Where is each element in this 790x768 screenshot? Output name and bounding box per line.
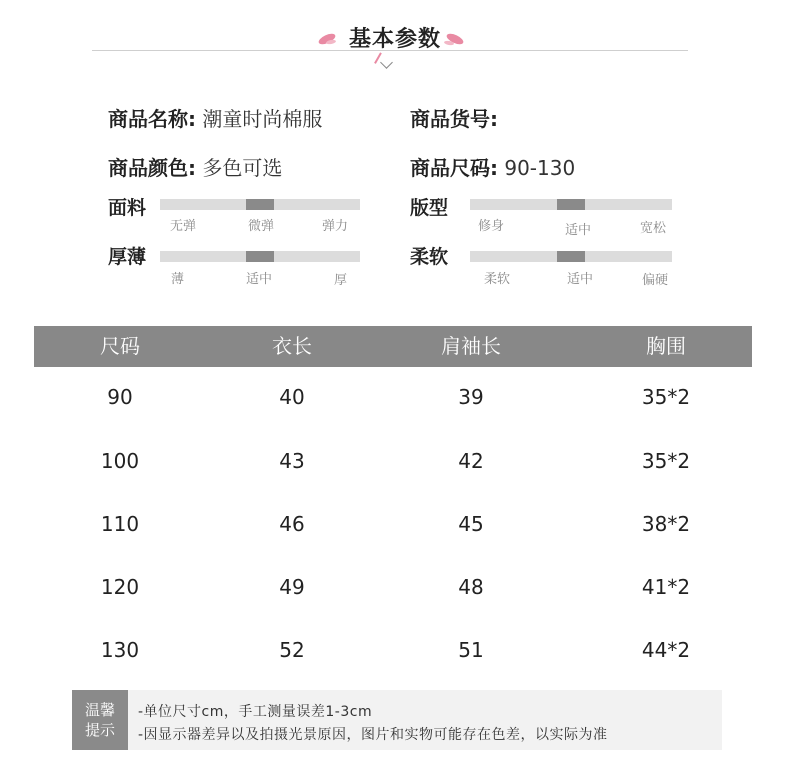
scale-option-right: 宽松 [640,221,667,236]
tip-line-1: -单位尺寸cm，手工测量误差1-3cm [138,704,373,720]
cell-chest: 35*2 [641,385,691,409]
cell-shoulder-sleeve: 42 [458,449,484,473]
scale-option-middle: 适中 [246,272,273,287]
cell-length: 49 [279,575,305,599]
attribute-thumb [557,251,585,262]
scale-option-middle: 微弹 [248,219,275,234]
scale-option-right: 厚 [334,273,348,288]
column-header-length: 衣长 [272,334,312,358]
cell-size: 100 [100,449,140,473]
attribute-thumb [246,199,274,210]
scale-option-right: 弹力 [322,219,349,234]
column-header-chest: 胸围 [646,334,686,358]
cell-chest: 44*2 [641,638,691,662]
tip-badge [72,690,128,750]
scale-option-right: 偏硬 [642,273,669,288]
size-table-header [34,326,752,367]
cell-shoulder-sleeve: 51 [458,638,484,662]
column-header-shoulder-sleeve: 肩袖长 [441,334,501,358]
attribute-track [470,199,672,210]
scale-option-left: 薄 [171,272,185,287]
product-name-value: 潮童时尚棉服 [202,107,323,131]
cell-length: 40 [279,385,305,409]
info-product-sku [410,103,498,132]
product-size-label: 商品尺码: [410,156,498,180]
info-product-name [108,103,322,132]
info-product-color [108,152,282,181]
tip-badge-line-1: 温馨 [84,701,115,719]
attribute-track [470,251,672,262]
attribute-fit [410,193,675,243]
product-sku-label: 商品货号: [410,107,498,131]
attribute-fabric [108,193,368,243]
cell-length: 43 [279,449,305,473]
product-size-value: 90-130 [504,156,576,180]
cell-length: 52 [279,638,305,662]
product-color-label: 商品颜色: [108,156,196,180]
attribute-label: 面料 [108,197,147,219]
section-title: 基本参数 [348,27,441,52]
cell-shoulder-sleeve: 48 [458,575,484,599]
attribute-track [160,199,360,210]
scale-option-left: 无弹 [170,219,197,234]
attribute-track [160,251,360,262]
scale-option-left: 柔软 [484,272,511,287]
attribute-label: 厚薄 [108,246,147,268]
column-header-size: 尺码 [100,334,140,358]
attribute-thumb [557,199,585,210]
cell-chest: 35*2 [641,449,691,473]
cell-size: 130 [100,638,140,662]
attribute-thickness [108,242,368,292]
cell-size: 90 [107,385,133,409]
section-header [0,14,790,74]
cell-length: 46 [279,512,305,536]
cell-chest: 38*2 [641,512,691,536]
scale-option-left: 修身 [478,219,505,234]
info-product-size [410,152,575,181]
attribute-label: 柔软 [410,246,449,268]
scale-option-middle: 适中 [565,223,592,238]
chevron-down-icon [380,56,393,69]
cell-size: 110 [100,512,140,536]
cell-shoulder-sleeve: 45 [458,512,484,536]
cell-chest: 41*2 [641,575,691,599]
size-table-body [34,367,752,677]
scale-option-middle: 适中 [567,272,594,287]
product-name-label: 商品名称: [108,107,196,131]
cell-shoulder-sleeve: 39 [458,385,484,409]
product-color-value: 多色可选 [202,156,283,180]
cell-size: 120 [100,575,140,599]
attribute-thumb [246,251,274,262]
attribute-softness [410,242,675,292]
tip-box [72,690,722,750]
tip-badge-line-2: 提示 [84,721,115,739]
tip-line-2: -因显示器差异以及拍摄光景原因，图片和实物可能存在色差，以实际为准 [138,727,608,743]
attribute-label: 版型 [410,197,449,219]
